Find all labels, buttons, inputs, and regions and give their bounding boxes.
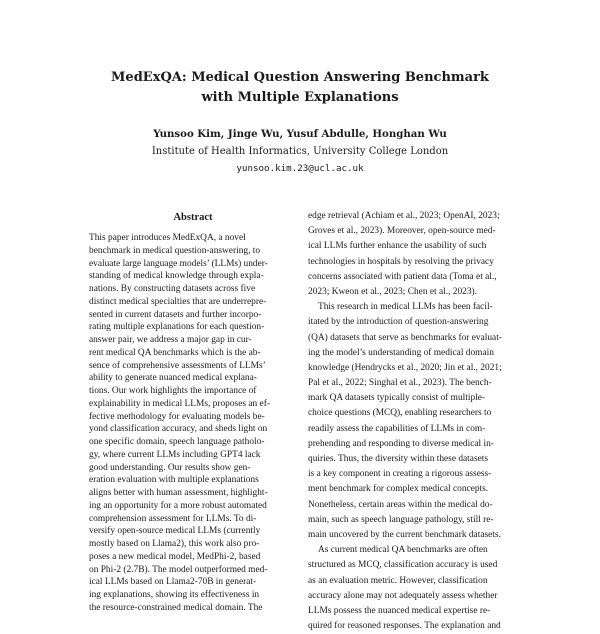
abstract-line: comprehension assessment for LLMs. To di- <box>89 513 257 524</box>
abstract-line: nations. By constructing datasets across five <box>89 284 256 294</box>
abstract-line: poses a new medical model, MedPhi-2, based <box>89 551 261 562</box>
abstract-line: rating multiple explanations for each question- <box>89 322 265 333</box>
abstract-line: benchmark in medical question-answering, to <box>89 245 261 256</box>
body-line: LLMs possess the nuanced medical expertise re- <box>308 605 491 616</box>
abstract-line: distinct medical specialties that are underrepre- <box>89 296 267 307</box>
abstract-line: versify open-source medical LLMs (currently <box>89 526 261 537</box>
abstract-line: rent medical QA benchmarks which is the ab- <box>89 347 261 358</box>
body-line: (QA) datasets that serve as benchmarks for evaluat- <box>308 332 502 343</box>
abstract-line: mostly based on Llama2), this work also pro- <box>89 539 260 549</box>
body-line: main uncovered by the current benchmark datasets. <box>308 529 501 540</box>
body-line: ment benchmark for complex medical concepts. <box>308 484 489 495</box>
body-column <box>308 209 524 634</box>
body-line: accuracy alone may not adequately assess whether <box>308 590 498 601</box>
body-line: ical LLMs further enhance the usability of such <box>308 241 487 252</box>
abstract-line: gy, where current LLMs including GPT4 lack <box>89 449 261 460</box>
body-line: As current medical QA benchmarks are often <box>318 545 488 556</box>
abstract-line: ing explanations, showing its effectiveness in <box>89 590 260 600</box>
body-line: quired for reasoned responses. The explanation and <box>308 621 501 632</box>
body-line: is a key component in creating a rigorous assess- <box>308 469 492 480</box>
abstract-line: explainability in medical LLMs, proposes an ef- <box>89 398 270 409</box>
body-line: itated by the introduction of question-answering <box>308 317 489 328</box>
abstract-text <box>89 232 297 615</box>
body-line: 2023; Kweon et al., 2023; Chen et al., 2023). <box>308 286 477 297</box>
abstract-column <box>89 210 297 615</box>
abstract-line: standing of medical knowledge through expla- <box>89 271 264 282</box>
body-line: mark QA datasets typically consist of multiple- <box>308 393 486 404</box>
abstract-line: sence of comprehensive assessments of LLMs’ <box>89 360 266 371</box>
abstract-line: the resource-constrained medical domain. The <box>89 602 263 613</box>
body-line: structured as MCQ, classification accuracy is used <box>308 560 498 571</box>
body-line: as an evaluation metric. However, classification <box>308 575 488 586</box>
abstract-line: ing an opportunity for a more robust automated <box>89 500 267 511</box>
body-line: choice questions (MCQ), enabling researchers to <box>308 408 492 419</box>
abstract-line: one specific domain, speech language patholo- <box>89 437 265 447</box>
author-list: Yunsoo Kim, Jinge Wu, Yusuf Abdulle, Honghan Wu <box>153 128 447 140</box>
body-line: Groves et al., 2023). Moreover, open-source med- <box>308 226 496 237</box>
body-line: edge retrieval (Achiam et al., 2023; OpenAI, 2023; <box>308 211 500 221</box>
abstract-line: ical LLMs based on Llama2-70B in generat- <box>89 577 257 588</box>
body-line: knowledge (Hendrycks et al., 2020; Jin et al., 2021; <box>308 362 502 373</box>
body-line: readily assess the capabilities of LLMs in com- <box>308 423 486 434</box>
body-line: ing the model’s understanding of medical domain <box>308 347 494 358</box>
abstract-line: good understanding. Our results show gen- <box>89 462 251 473</box>
author-email: yunsoo.kim.23@ucl.ac.uk <box>236 163 364 174</box>
abstract-line: yond classification accuracy, and sheds light on <box>89 424 268 435</box>
abstract-line: evaluate large language models’ (LLMs) under- <box>89 258 268 269</box>
body-text <box>308 209 524 634</box>
abstract-line: ability to generate nuanced medical explana- <box>89 373 257 384</box>
abstract-line: on Phi-2 (2.7B). The model outperformed med- <box>89 564 268 575</box>
body-line: Pal et al., 2022; Singhal et al., 2023). The bench- <box>308 378 492 389</box>
abstract-line: aligns better with human assessment, highlight- <box>89 488 268 498</box>
author-block <box>0 126 600 177</box>
paper-title <box>0 68 600 108</box>
title-line: MedExQA: Medical Question Answering Benchmark <box>111 70 489 85</box>
body-line: This research in medical LLMs has been facil- <box>318 302 493 313</box>
body-line: quiries. Thus, the diversity within these datasets <box>308 454 489 464</box>
body-line: prehending and responding to diverse medical in- <box>308 438 494 449</box>
title-line: with Multiple Explanations <box>201 90 399 105</box>
abstract-line: This paper introduces MedExQA, a novel <box>89 233 246 243</box>
body-line: main, such as speech language pathology, still re- <box>308 514 494 525</box>
body-line: technologies in hospitals by resolving the privacy <box>308 256 494 267</box>
abstract-line: tions. Our work highlights the importance of <box>89 386 257 396</box>
abstract-heading: Abstract <box>173 212 213 223</box>
abstract-line: fective methodology for evaluating models be- <box>89 411 265 422</box>
body-line: concerns associated with patient data (Toma et al., <box>308 271 497 282</box>
body-line: Nonetheless, certain areas within the medical do- <box>308 499 493 510</box>
abstract-line: sented in current datasets and further incorpo- <box>89 309 262 320</box>
abstract-line: answer pair, we address a major gap in cur- <box>89 335 252 345</box>
affiliation: Institute of Health Informatics, University College London <box>151 146 449 157</box>
abstract-line: eration evaluation with multiple explanations <box>89 475 259 486</box>
